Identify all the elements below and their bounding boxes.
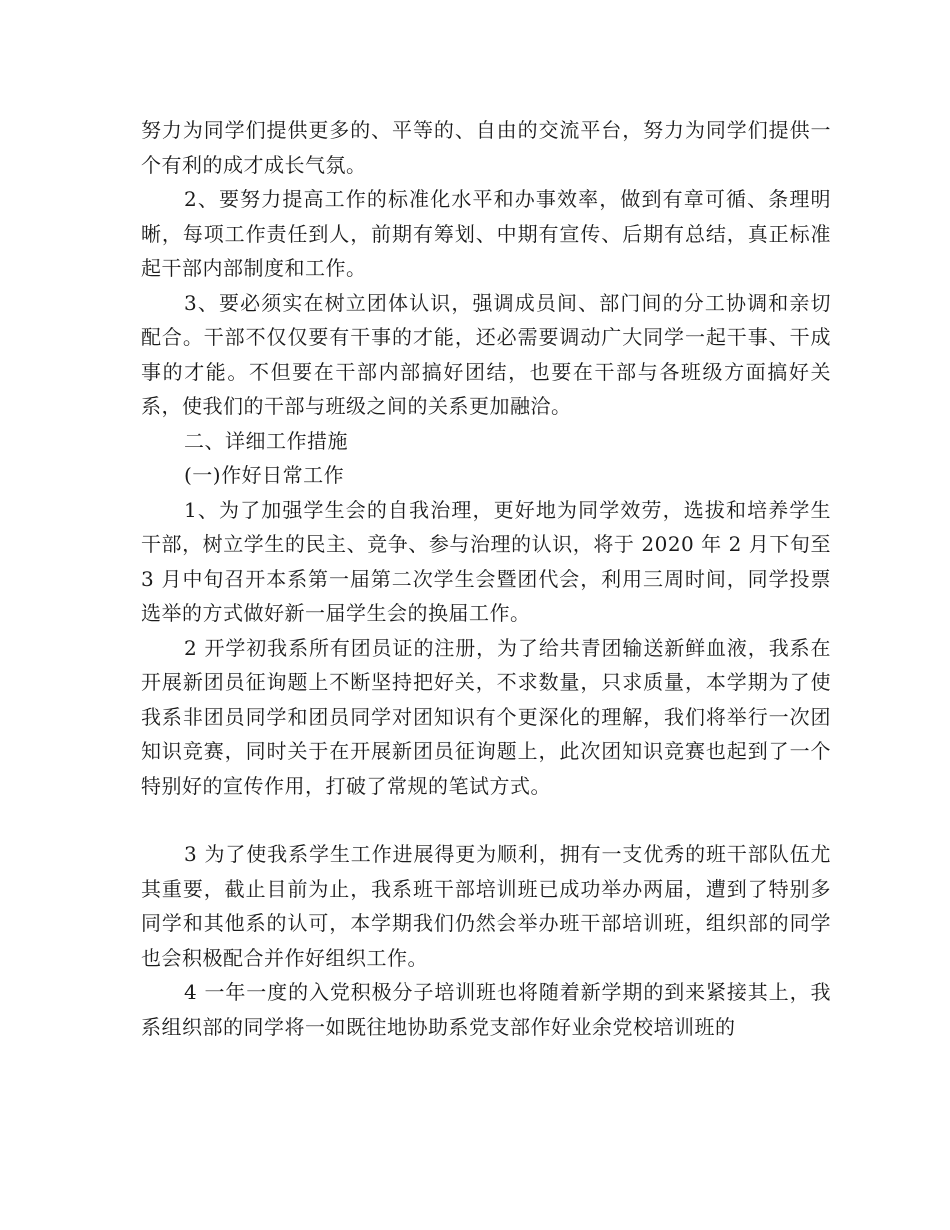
section-heading-measures: 二、详细工作措施: [184, 428, 348, 453]
paragraph-measure-4: 4 一年一度的入党积极分子培训班也将随着新学期的到来紧接其上，我系组织部的同学将一如既往地协助系党支部作好业余党校培训班的: [141, 980, 831, 1039]
paragraph-intro-continuation: 努力为同学们提供更多的、平等的、自由的交流平台，努力为同学们提供一个有利的成才成长气氛。: [141, 118, 831, 177]
subsection-heading-daily-work: (一)作好日常工作: [184, 463, 345, 487]
document-page: [141, 113, 831, 1044]
paragraph-measure-2: 2 开学初我系所有团员证的注册，为了给共青团输送新鲜血液，我系在开展新团员征询题上不断坚持把好关，不求数量，只求质量，本学期为了使我系非团员同学和团员同学对团知识有个更深化的理解，我们将举行一次团知识竞赛，同时关于在开展新团员征询题上，此次团知识竞赛也起到了一个特别好的宣传作用，打破了常规的笔试方式。: [141, 635, 831, 798]
paragraph-measure-3: 3 为了使我系学生工作进展得更为顺利，拥有一支优秀的班干部队伍尤其重要，截止目前为止，我系班干部培训班已成功举办两届，遭到了特别多同学和其他系的认可，本学期我们仍然会举办班干部培训班，组织部的同学也会积极配合并作好组织工作。: [141, 842, 831, 970]
paragraph-measure-1: 1、为了加强学生会的自我治理，更好地为同学效劳，选拔和培养学生干部，树立学生的民主、竞争、参与治理的认识，将于 2020 年 2 月下旬至 3 月中旬召开本系第一届第二次学生会暨团代会，利用三周时间，同学投票选举的方式做好新一届学生会的换届工作。: [141, 497, 831, 625]
paragraph-point-2: 2、要努力提高工作的标准化水平和办事效率，做到有章可循、条理明晰，每项工作责任到人，前期有筹划、中期有宣传、后期有总结，真正标准起干部内部制度和工作。: [141, 187, 831, 280]
paragraph-point-3: 3、要必须实在树立团体认识，强调成员间、部门间的分工协调和亲切配合。干部不仅仅要有干事的才能，还必需要调动广大同学一起干事、干成事的才能。不但要在干部内部搞好团结，也要在干部与各班级方面搞好关系，使我们的干部与班级之间的关系更加融洽。: [141, 290, 831, 418]
